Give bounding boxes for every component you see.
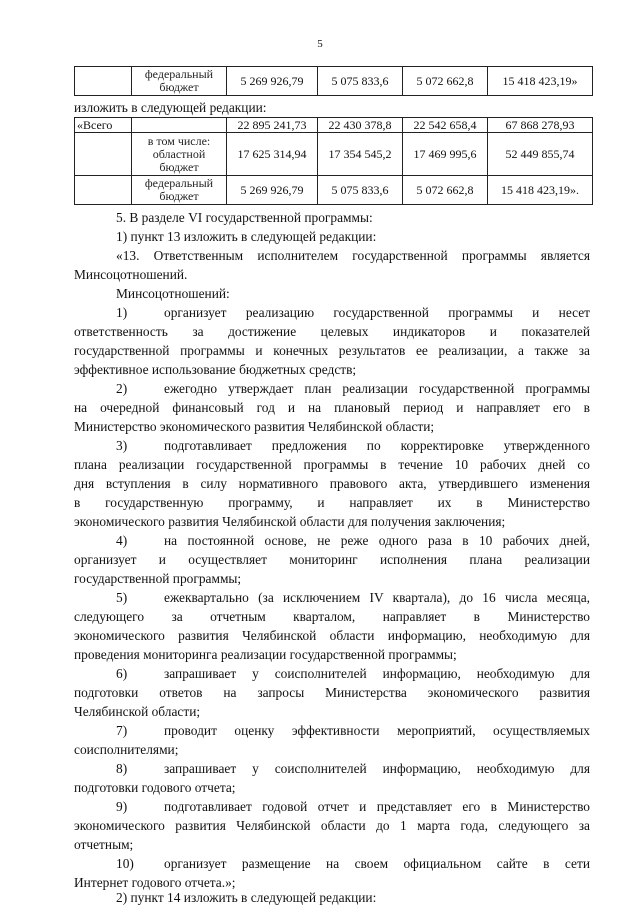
text-line: дня вступления в силу нормативного правового акта, утвердившего изменения (74, 476, 590, 491)
text-line: экономического развития Челябинской области до 1 марта года, следующего за (74, 818, 590, 833)
text-line: проведения мониторинга реализации государственной программы; (74, 647, 457, 662)
list-marker: 10) (116, 856, 134, 871)
budget-table-top (74, 66, 593, 96)
page-number: 5 (317, 38, 323, 50)
text-line: экономического развития Челябинской области информацию, необходимую для (74, 628, 590, 643)
table-row (75, 176, 593, 205)
table-cell: 17 354 545,2 (318, 133, 403, 176)
table-cell: 22 895 241,73 (227, 118, 318, 133)
budget-table-new (74, 117, 593, 205)
text-line: организует и осуществляет мониторинг исполнения плана реализации (74, 552, 590, 567)
text-line: Челябинской области; (74, 704, 201, 719)
table-cell: 22 542 658,4 (403, 118, 488, 133)
text-line: Министерство экономического развития Челябинской области; (74, 419, 435, 434)
table-cell: 5 075 833,6 (318, 67, 403, 96)
table-cell: 17 469 995,6 (403, 133, 488, 176)
list-item: 6) запрашивает у соисполнителей информацию, необходимую для (116, 666, 590, 681)
table-cell: 15 418 423,19». (488, 176, 593, 205)
list-marker: 2) (116, 381, 128, 396)
list-item: 9) подготавливает годовой отчет и представляет его в Министерство (116, 799, 590, 814)
table-row (75, 133, 593, 176)
list-item: 10) организует размещение на своем официальном сайте в сети (116, 856, 590, 871)
text-line: отчетным; (74, 837, 134, 852)
text-line: «13. Ответственным исполнителем государственной программы является (116, 248, 590, 263)
list-marker: 8) (116, 761, 128, 776)
list-marker: 4) (116, 533, 128, 548)
list-item: 1) организует реализацию государственной программы и несет (116, 305, 590, 320)
list-marker: 7) (116, 723, 128, 738)
text-line: государственной программы; (74, 571, 242, 586)
list-marker: 5) (116, 590, 128, 605)
table-cell-label: федеральный бюджет (132, 176, 227, 205)
list-marker: 3) (116, 438, 128, 453)
text-line: государственной программы и конечных результатов ее реализации, а также за (74, 343, 590, 358)
text-line: на очередной финансовый год и на плановый период и направляет его в (74, 400, 590, 415)
list-item: 3) подготавливает предложения по корректировке утвержденного (116, 438, 590, 453)
text-line: подготовки годового отчета; (74, 780, 236, 795)
list-marker: 9) (116, 799, 128, 814)
table-cell-label: федеральный бюджет (132, 67, 227, 96)
list-item: 8) запрашивает у соисполнителей информацию, необходимую для (116, 761, 590, 776)
table-cell-label: в том числе: областной бюджет (132, 133, 227, 176)
table-cell: «Всего (75, 118, 132, 133)
table-cell: 5 269 926,79 (227, 67, 318, 96)
table-cell: 5 072 662,8 (403, 67, 488, 96)
list-item: 5) ежеквартально (за исключением IV квартала), до 16 числа месяца, (116, 590, 590, 605)
list-marker: 6) (116, 666, 128, 681)
text-line: Минсоцотношений: (116, 286, 230, 301)
list-item: 2) ежегодно утверждает план реализации государственной программы (116, 381, 590, 396)
text-line: соисполнителями; (74, 742, 179, 757)
text-line: 1) пункт 13 изложить в следующей редакции: (116, 229, 377, 244)
table-cell: 67 868 278,93 (488, 118, 593, 133)
table-cell: 17 625 314,94 (227, 133, 318, 176)
table-cell: 15 418 423,19» (488, 67, 593, 96)
text-line: в государственную программу, и направляет их в Министерство (74, 495, 590, 510)
list-marker: 1) (116, 305, 128, 320)
table-row (75, 118, 593, 133)
text-line: изложить в следующей редакции: (74, 100, 267, 115)
table-cell: 5 269 926,79 (227, 176, 318, 205)
text-line: 2) пункт 14 изложить в следующей редакции: (116, 890, 377, 905)
section-heading: 5. В разделе VI государственной программы: (116, 210, 373, 225)
table-cell: 52 449 855,74 (488, 133, 593, 176)
list-item: 7) проводит оценку эффективности мероприятий, осуществляемых (116, 723, 590, 738)
list-item: 4) на постоянной основе, не реже одного раза в 10 рабочих дней, (116, 533, 590, 548)
text-line: эффективное использование бюджетных средств; (74, 362, 357, 377)
table-cell: 22 430 378,8 (318, 118, 403, 133)
text-line: плана реализации государственной программы в течение 10 рабочих дней со (74, 457, 590, 472)
table-row (75, 67, 593, 96)
text-line: Минсоцотношений. (74, 267, 188, 282)
text-line: экономического развития Челябинской области для получения заключения; (74, 514, 506, 529)
table-cell: 5 072 662,8 (403, 176, 488, 205)
table-cell: 5 075 833,6 (318, 176, 403, 205)
text-line: подготовки ответов на запросы Министерства экономического развития (74, 685, 590, 700)
text-line: следующего за отчетным кварталом, направляет в Министерство (74, 609, 590, 624)
text-line: Интернет годового отчета.»; (74, 875, 236, 890)
text-line: ответственность за достижение целевых индикаторов и показателей (74, 324, 590, 339)
